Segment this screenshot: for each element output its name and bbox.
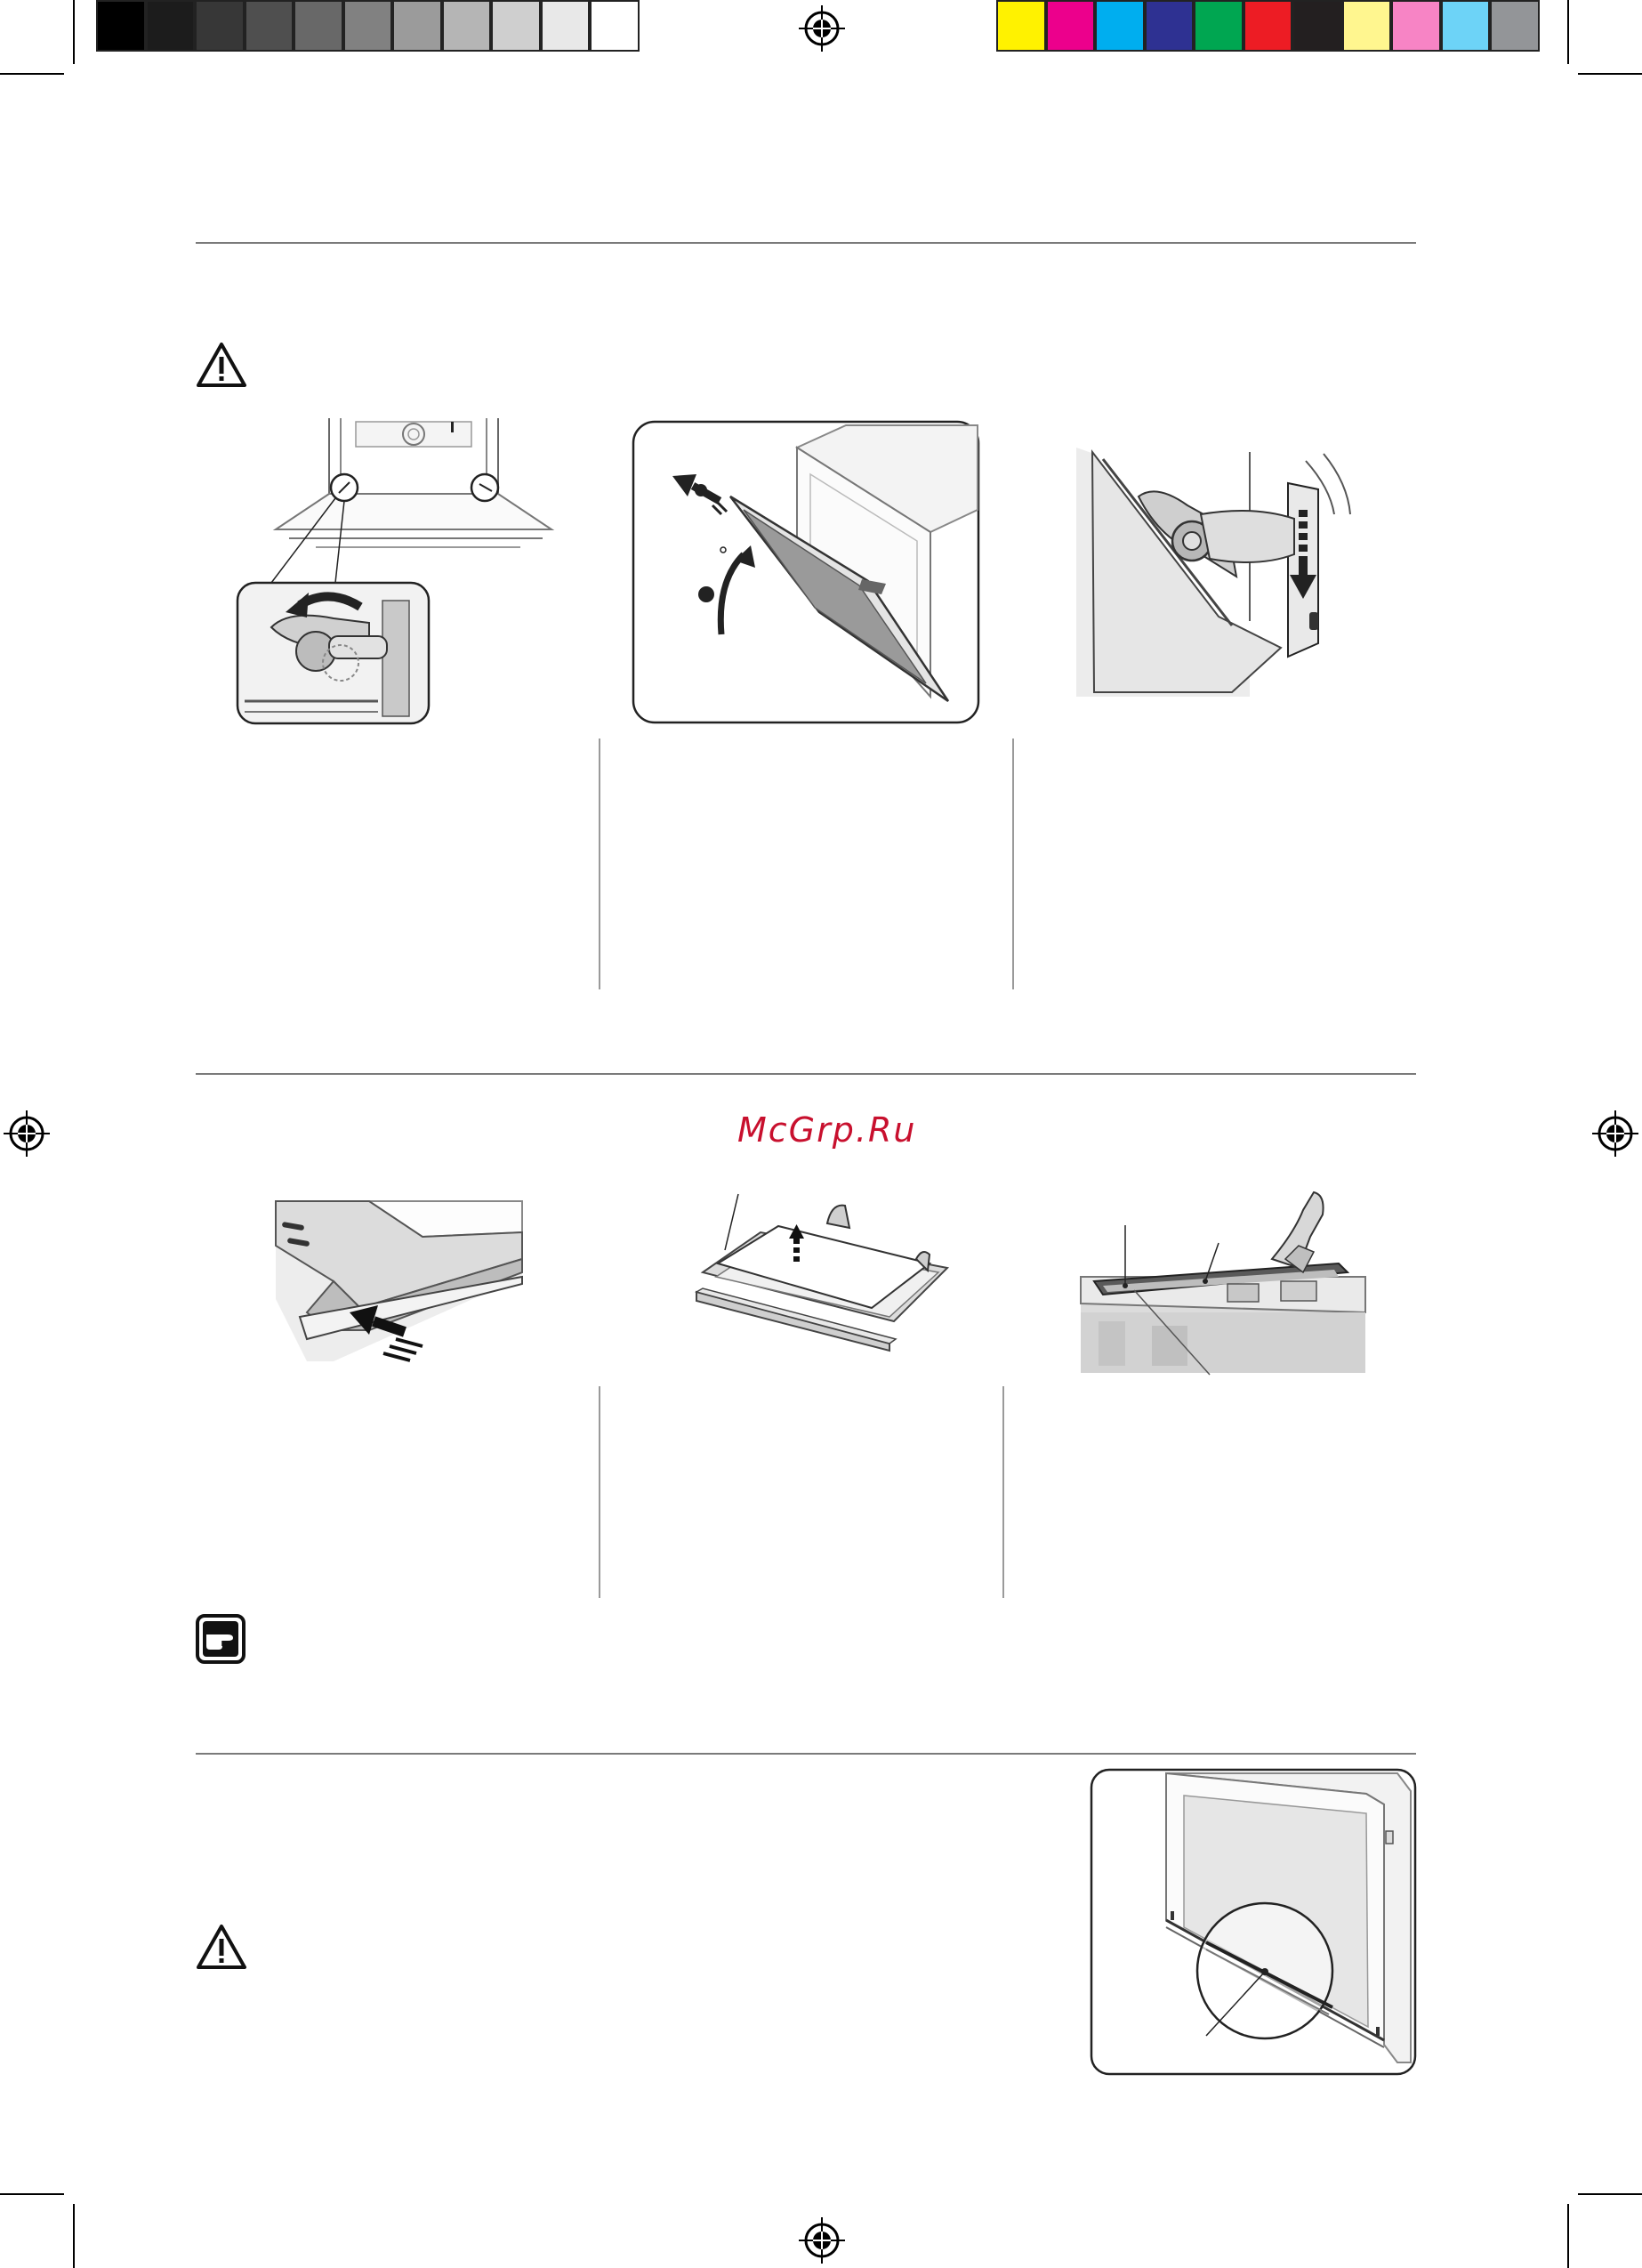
registration-mark-icon bbox=[4, 1110, 50, 1157]
grayscale-swatch bbox=[195, 0, 245, 52]
registration-mark-icon bbox=[799, 2217, 845, 2264]
registration-mark-icon bbox=[1592, 1110, 1638, 1157]
section-rule-middle bbox=[196, 1073, 1416, 1075]
column-divider bbox=[599, 739, 600, 989]
door-cover-press-illustration bbox=[271, 1197, 525, 1361]
door-frame-rail-illustration bbox=[1081, 1188, 1370, 1375]
grayscale-swatch bbox=[392, 0, 442, 52]
color-swatch bbox=[1194, 0, 1244, 52]
registration-mark-icon bbox=[799, 5, 845, 52]
crop-mark-bottom-left-h bbox=[0, 2193, 64, 2195]
grayscale-swatch bbox=[541, 0, 591, 52]
color-swatch bbox=[1292, 0, 1342, 52]
section-rule-top bbox=[196, 242, 1416, 244]
hinge-lever-illustration bbox=[236, 418, 556, 725]
crop-mark-top-left-v bbox=[73, 0, 75, 64]
hinge-lock-illustration bbox=[1076, 443, 1370, 697]
grayscale-swatch bbox=[96, 0, 146, 52]
crop-mark-bottom-right-h bbox=[1578, 2193, 1642, 2195]
section-rule-bottom bbox=[196, 1753, 1416, 1755]
grayscale-swatch bbox=[294, 0, 343, 52]
warning-triangle-icon bbox=[196, 342, 247, 388]
color-swatch bbox=[1145, 0, 1195, 52]
color-swatch bbox=[1490, 0, 1540, 52]
color-swatch bbox=[1095, 0, 1145, 52]
watermark: McGrp.Ru bbox=[737, 1110, 917, 1150]
grayscale-swatch bbox=[590, 0, 640, 52]
grayscale-swatch bbox=[491, 0, 541, 52]
column-divider bbox=[1002, 1386, 1004, 1598]
grayscale-swatch bbox=[245, 0, 294, 52]
grayscale-swatch bbox=[442, 0, 492, 52]
color-swatch bbox=[1391, 0, 1441, 52]
door-removal-illustration bbox=[632, 421, 979, 723]
grayscale-swatch bbox=[343, 0, 393, 52]
color-swatch bbox=[1244, 0, 1293, 52]
crop-mark-bottom-left-v bbox=[73, 2204, 75, 2268]
crop-mark-top-left-h bbox=[0, 73, 64, 75]
glass-panel-lift-illustration bbox=[689, 1192, 956, 1370]
column-divider bbox=[1012, 739, 1014, 989]
crop-mark-top-right-h bbox=[1578, 73, 1642, 75]
warning-triangle-icon bbox=[196, 1924, 247, 1970]
color-swatch bbox=[1441, 0, 1491, 52]
color-swatch bbox=[1046, 0, 1096, 52]
grayscale-swatch bbox=[146, 0, 196, 52]
pointing-hand-icon bbox=[196, 1614, 245, 1664]
crop-mark-top-right-v bbox=[1567, 0, 1569, 64]
crop-mark-bottom-right-v bbox=[1567, 2204, 1569, 2268]
color-swatch bbox=[996, 0, 1046, 52]
column-divider bbox=[599, 1386, 600, 1598]
door-seal-illustration bbox=[1091, 1769, 1416, 2075]
color-swatch bbox=[1342, 0, 1392, 52]
